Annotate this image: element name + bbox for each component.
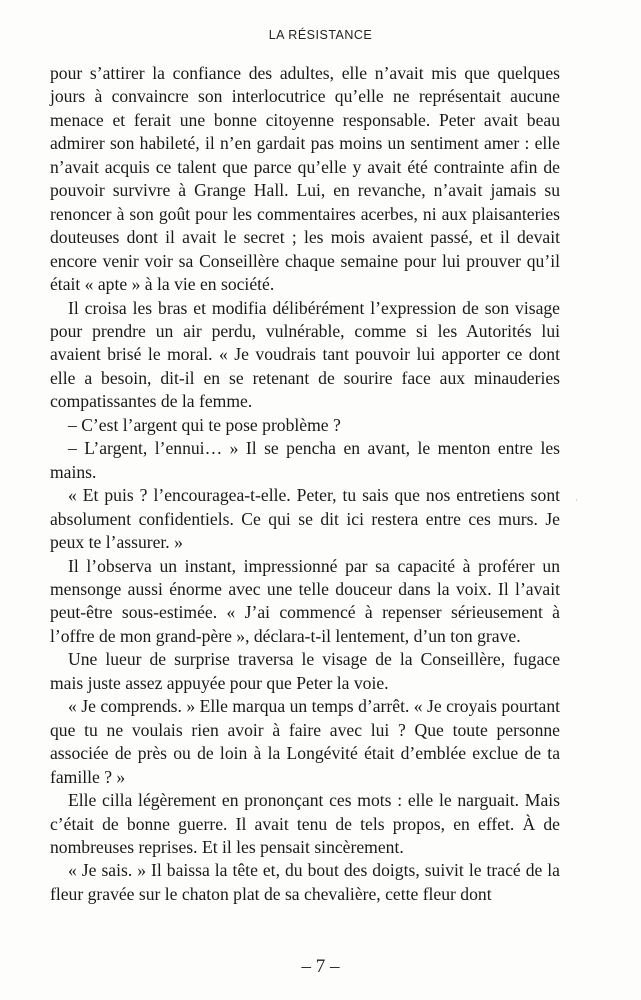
paragraph: – L’argent, l’ennui… » Il se pencha en avant, le menton entre les mains. xyxy=(50,438,560,482)
paragraph: Il l’observa un instant, impressionné par sa capacité à proférer un mensonge aussi énorme avec une telle douceur dans la voix. Il l’avait peut-être sous-estimée. « J’ai commencé à repenser sérieusement à l’offre de mon grand-père », déclara-t-il lentement, d’un ton grave. xyxy=(50,555,560,646)
paragraph: « Je comprends. » Elle marqua un temps d’arrêt. « Je croyais pourtant que tu ne voulais rien avoir à faire avec lui ? Que toute personne associée de près ou de loin à la Longévité était d’emblée exclue de ta famille ? » xyxy=(50,696,560,787)
running-head: LA RÉSISTANCE xyxy=(268,28,373,42)
margin-speck: · xyxy=(575,496,578,505)
paragraph: – C’est l’argent qui te pose problème ? xyxy=(68,414,341,435)
paragraph: pour s’attirer la confiance des adultes, elle n’avait mis que quelques jours à convaincre son interlocutrice qu’elle ne représentait aucune menace et ferait une bonne citoyenne responsable. Peter avait beau admirer son habileté, il n’en gardait pas moins un sentiment amer : elle n’avait acquis ce talent que parce qu’elle y avait été contrainte afin de pouvoir survivre à Grange Hall. Lui, en revanche, n’avait jamais su renoncer à son goût pour les commentaires acerbes, ni aux plaisanteries douteuses dont il avait le secret ; les mois avaient passé, et il devait encore venir voir sa Conseillère chaque semaine pour lui prouver qu’il était « apte » à la vie en société. xyxy=(50,63,560,295)
body-text xyxy=(50,62,560,906)
paragraph: Elle cilla légèrement en prononçant ces mots : elle le narguait. Mais c’était de bonne guerre. Il avait tenu de tels propos, en effet. À de nombreuses reprises. Et il les pensait sincèrement. xyxy=(50,790,560,857)
paragraph: Une lueur de surprise traversa le visage de la Conseillère, fugace mais juste assez appuyée pour que Peter la voie. xyxy=(50,649,560,693)
paragraph: Il croisa les bras et modifia délibérément l’expression de son visage pour prendre un air perdu, vulnérable, comme si les Autorités lui avaient brisé le moral. « Je voudrais tant pouvoir lui apporter ce dont elle a besoin, dit-il en se retenant de sourire face aux minauderies compatissantes de la femme. xyxy=(50,297,560,412)
paragraph: « Je sais. » Il baissa la tête et, du bout des doigts, suivit le tracé de la fleur gravée sur le chaton plat de sa chevalière, cette fleur dont xyxy=(50,860,560,904)
paragraph: « Et puis ? l’encouragea-t-elle. Peter, tu sais que nos entretiens sont absolument confidentiels. Ce qui se dit ici restera entre ces murs. Je peux te l’assurer. » xyxy=(50,485,560,553)
page-number: – 7 – xyxy=(301,956,340,977)
